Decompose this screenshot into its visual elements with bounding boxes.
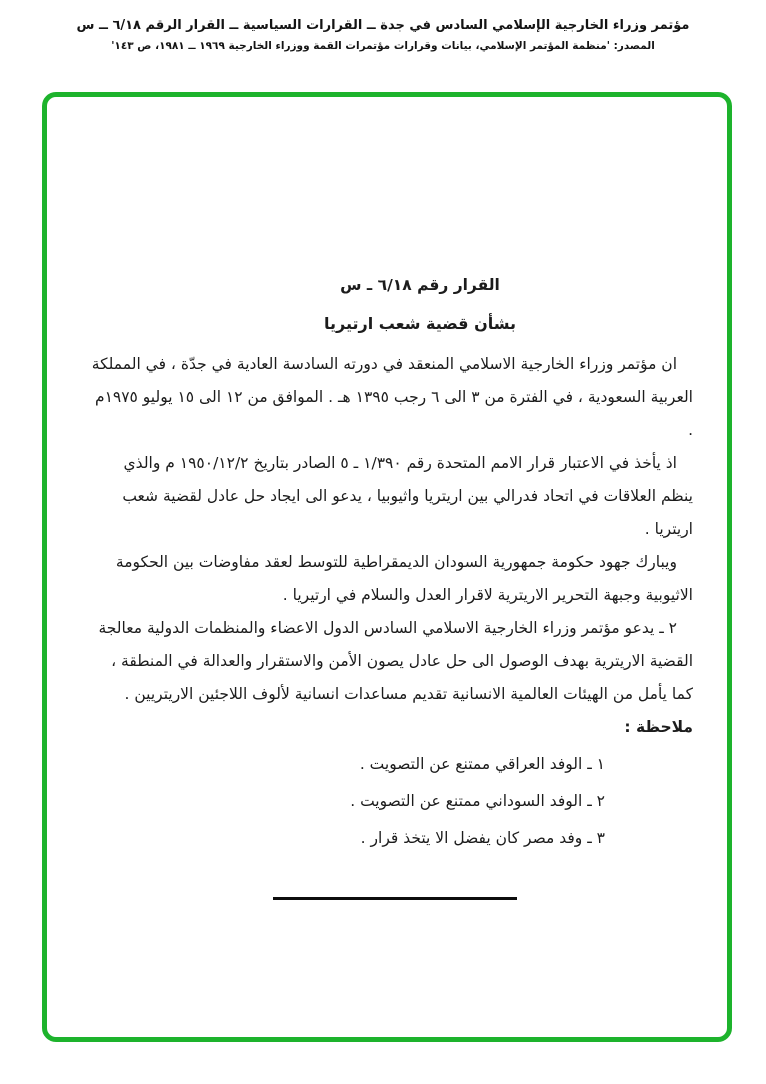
paragraph-considering: اذ يأخذ في الاعتبار قرار الامم المتحدة رقم ١/٣٩٠ ـ ٥ الصادر بتاريخ ١٩٥٠/١٢/٢ م والذي ينظم العلاقات في اتحاد فدرالي بين اريتريا واثيوبيا ، يدعو الى ايجاد حل عادل لقضية شعب اريتريا . (122, 454, 693, 538)
note-item-2: ٢ ـ الوفد السوداني ممتنع عن التصويت . (350, 792, 605, 810)
citation-line-source: مؤتمر وزراء الخارجية الإسلامي السادس في جدة ــ القرارات السياسية ــ القرار الرقم ٦/١٨ ــ س (76, 18, 690, 33)
note-item-1: ١ ـ الوفد العراقي ممتنع عن التصويت . (359, 755, 605, 773)
paragraph-preamble: ان مؤتمر وزراء الخارجية الاسلامي المنعقد في دورته السادسة العادية في جدّة ، في المملكة العربية السعودية ، في الفترة من ٣ الى ٦ رجب ١٣٩٥ هـ . الموافق من ١٢ الى ١٥ يوليو ١٩٧٥م . (91, 355, 693, 439)
resolution-number-title: القرار رقم ٦/١٨ ـ س (340, 276, 500, 294)
paragraph-operative-2: ٢ ـ يدعو مؤتمر وزراء الخارجية الاسلامي السادس الدول الاعضاء والمنظمات الدولية معالجة القضية الاريترية بهدف الوصول الى حل عادل يصون الأمن والاستقرار والعدالة في المنطقة ، كما يأمل من الهيئات العالمية الانسانية تقديم مساعدات انسانية لألوف اللاجئين الاريتريين . (98, 619, 693, 703)
paragraph-blessing: ويبارك جهود حكومة جمهورية السودان الديمقراطية للتوسط لعقد مفاوضات بين الحكومة الاثيوبية وجبهة التحرير الاريترية لاقرار العدل والسلام في ارتيريا . (115, 553, 693, 604)
resolution-subject-title: بشأن قضية شعب ارتيريا (323, 314, 517, 333)
note-item-3: ٣ ـ وفد مصر كان يفضل الا يتخذ قرار . (360, 829, 605, 847)
notes-heading: ملاحظة : (624, 718, 693, 736)
divider-line (273, 897, 517, 900)
citation-header (0, 18, 766, 52)
document-body (47, 97, 727, 900)
green-border-frame (42, 92, 732, 1042)
citation-line-reference: المصدر: 'منظمة المؤتمر الإسلامي، بيانات وقرارات مؤتمرات القمة ووزراء الخارجية ١٩٦٩ ــ ١٩٨١، ص ١٤٣' (111, 40, 655, 52)
